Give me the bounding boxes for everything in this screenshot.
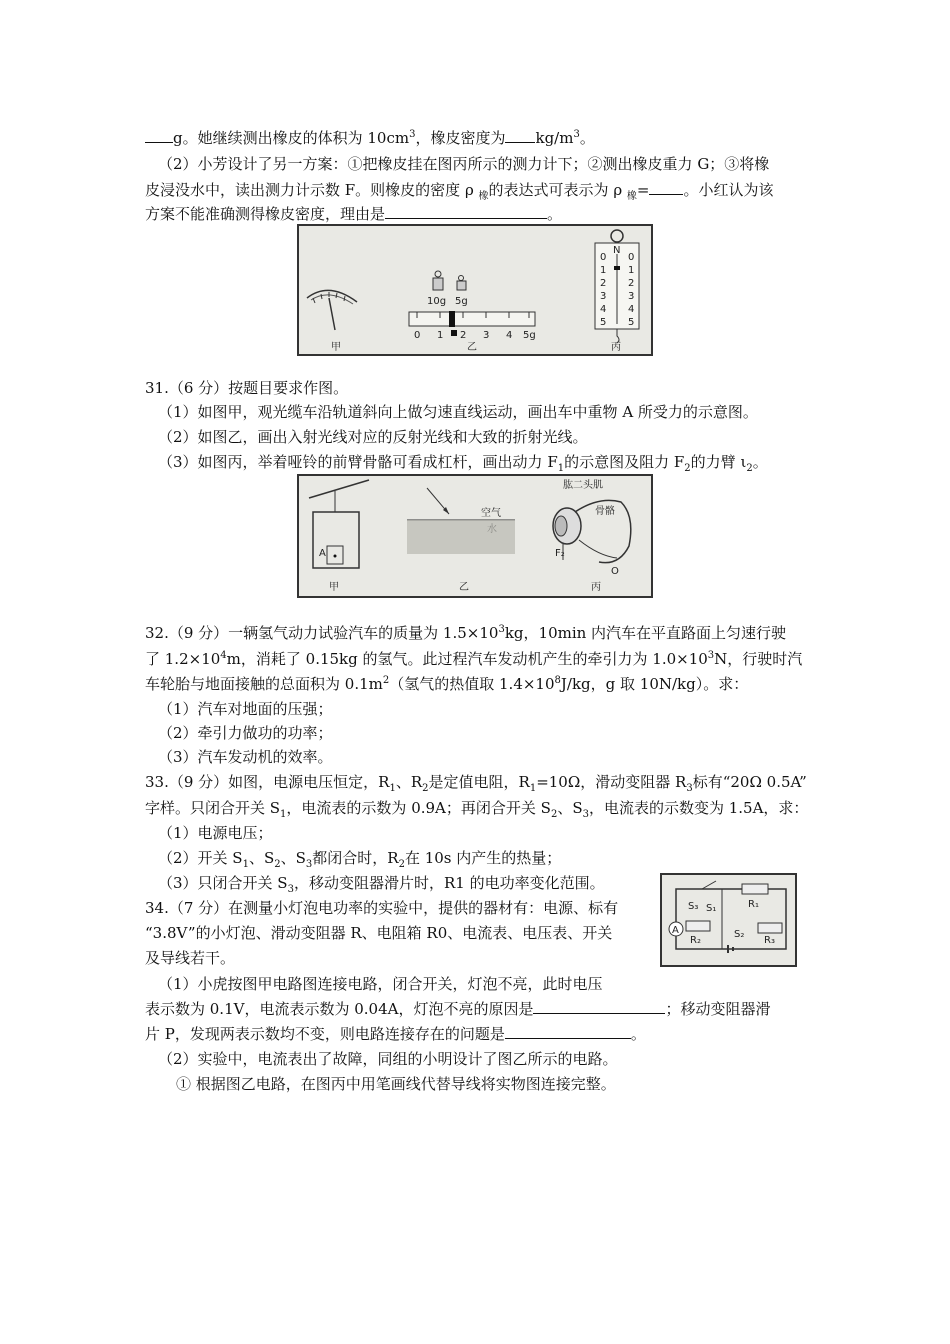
fig1-label-jia: 甲 <box>331 342 341 353</box>
q33-line2: 字样。只闭合开关 $S_1$，电流表的示数为 0.9A；再闭合开关 $S_2$、$S_3$，电流表的示数变为 1.5A，求： <box>145 799 809 820</box>
r1-top-label: R₁ <box>748 899 759 910</box>
q31-item2: （2）如图乙，画出入射光线对应的反射光线和大致的折射光线。 <box>158 428 588 446</box>
r3-label: R₃ <box>764 935 775 946</box>
q34-line7: （2）实验中，电流表出了故障，同组的小明设计了图乙所示的电路。 <box>158 1050 618 1068</box>
fig1-label-bing: 丙 <box>611 342 621 353</box>
tick-label: 0 <box>414 330 421 341</box>
tick-label: 5g <box>523 330 536 341</box>
r2-label: R₂ <box>690 935 701 946</box>
q30-line3: 皮浸没水中，读出测力计示数 F。则橡皮的密度 ρ $_橡$的表达式可表示为 ρ $_橡$= 。小红认为该 <box>145 181 774 202</box>
fig2-label-jia: 甲 <box>329 582 339 593</box>
bone-label: 骨骼 <box>595 506 615 517</box>
q32-q2: （2）牵引力做功的功率； <box>158 724 333 742</box>
q32-line1: 32.（9 分）一辆氢气动力试验汽车的质量为 $1.5\times 10^3kg$，10min 内汽车在平直路面上匀速行驶 <box>145 624 787 642</box>
weight-10g-label: 10g <box>427 296 447 307</box>
q33-q2: （2）开关 $S_1$、$S_2$、$S_3$都闭合时，$R_2$在 10s 内产生的热量； <box>158 849 562 870</box>
tick-label: 3 <box>483 330 490 341</box>
q32-q1: （1）汽车对地面的压强； <box>158 700 333 718</box>
fig1-label-yi: 乙 <box>467 342 477 353</box>
pivot-O-label: O <box>611 566 619 577</box>
s3-label: S₃ <box>688 901 699 912</box>
svg-text:1: 1 <box>600 265 607 276</box>
answer-blank[interactable] <box>533 998 665 1014</box>
svg-text:5: 5 <box>600 317 607 328</box>
cable-car-object-A: A <box>319 548 326 559</box>
figure-circuit <box>660 873 797 967</box>
q30-line2: （2）小芳设计了另一方案：①把橡皮挂在图丙所示的测力计下；②测出橡皮重力 G；③将橡 <box>158 155 770 173</box>
s2-label: S₂ <box>734 929 745 940</box>
biceps-label: 肱二头肌 <box>563 480 603 491</box>
q33-line1: 33.（9 分）如图，电源电压恒定，$R_1$、$R_2$是定值电阻，$R_1=10\Omega$，滑动变阻器 $R_3$标有“20Ω 0.5A” <box>145 773 807 794</box>
q34-line3: 及导线若干。 <box>145 949 236 967</box>
svg-text:0: 0 <box>628 252 635 263</box>
q30-line1: g。她继续测出橡皮的体积为 $10cm^3$，橡皮密度为 $kg/m^3$。 <box>145 127 595 149</box>
q33-q3: （3）只闭合开关 $S_3$，移动变阻器滑片时，R1 的电功率变化范围。 <box>158 874 605 895</box>
answer-blank[interactable] <box>145 127 173 143</box>
tick-label: 2 <box>460 330 467 341</box>
svg-text:0: 0 <box>600 252 607 263</box>
svg-text:3: 3 <box>600 291 607 302</box>
svg-text:4: 4 <box>628 304 635 315</box>
weight-5g-label: 5g <box>455 296 468 307</box>
f2-label: F₂ <box>555 548 565 559</box>
q31-item3: （3）如图丙，举着哑铃的前臂骨骼可看成杠杆，画出动力 $F_1$的示意图及阻力 $F_2$的力臂 $\iota_2$。 <box>158 453 768 474</box>
q31-title: 31.（6 分）按题目要求作图。 <box>145 379 349 397</box>
answer-blank[interactable] <box>505 1023 631 1039</box>
svg-text:3: 3 <box>628 291 635 302</box>
air-label: 空气 <box>481 508 501 519</box>
q33-q1: （1）电源电压； <box>158 824 273 842</box>
figure-balance-scale <box>297 224 653 356</box>
svg-text:2: 2 <box>600 278 607 289</box>
q34-line6: 片 P，发现两表示数均不变，则电路连接存在的问题是 。 <box>145 1025 646 1043</box>
answer-blank[interactable] <box>649 179 683 195</box>
balance-dial <box>307 290 357 330</box>
tick-label: 4 <box>506 330 513 341</box>
svg-text:1: 1 <box>628 265 635 276</box>
q31-item1: （1）如图甲，观光缆车沿轨道斜向上做匀速直线运动，画出车中重物 A 所受力的示意图。 <box>158 403 758 421</box>
ammeter-label: A <box>672 925 679 936</box>
q32-line3: 车轮胎与地面接触的总面积为 $0.1m^2$（氢气的热值取 $1.4\times 10^8J/kg$，g 取 10N/kg）。求： <box>145 675 749 693</box>
q34-line8: ① 根据图乙电路，在图丙中用笔画线代替导线将实物图连接完整。 <box>176 1075 616 1093</box>
svg-text:2: 2 <box>628 278 635 289</box>
answer-blank[interactable] <box>385 203 547 219</box>
tick-label: 1 <box>437 330 444 341</box>
fig2-label-yi: 乙 <box>459 582 469 593</box>
figure-drawing-tasks <box>297 474 653 598</box>
fig2-label-bing: 丙 <box>591 582 601 593</box>
q34-line5: 表示数为 0.1V，电流表示数为 0.04A，灯泡不亮的原因是 ；移动变阻器滑 <box>145 1000 771 1018</box>
scale-tick-labels <box>414 330 536 341</box>
q34-line1: 34.（7 分）在测量小灯泡电功率的实验中，提供的器材有：电源、标有 <box>145 899 619 917</box>
svg-text:4: 4 <box>600 304 607 315</box>
q30-line4: 方案不能准确测得橡皮密度，理由是 。 <box>145 205 563 223</box>
q34-line2: “3.8V”的小灯泡、滑动变阻器 R、电阻箱 R0、电流表、电压表、开关 <box>145 924 613 942</box>
svg-text:5: 5 <box>628 317 635 328</box>
q32-q3: （3）汽车发动机的效率。 <box>158 748 333 766</box>
meter-unit-N: N <box>613 245 621 256</box>
q34-line4: （1）小虎按图甲电路图连接电路，闭合开关，灯泡不亮，此时电压 <box>158 975 603 993</box>
s1-label: S₁ <box>706 903 717 914</box>
q32-line2: 了 $1.2\times 10^4m$，消耗了 0.15kg 的氢气。此过程汽车发动机产生的牵引力为 $1.0\times 10^3N$，行驶时汽 <box>145 650 803 668</box>
answer-blank[interactable] <box>505 127 535 143</box>
